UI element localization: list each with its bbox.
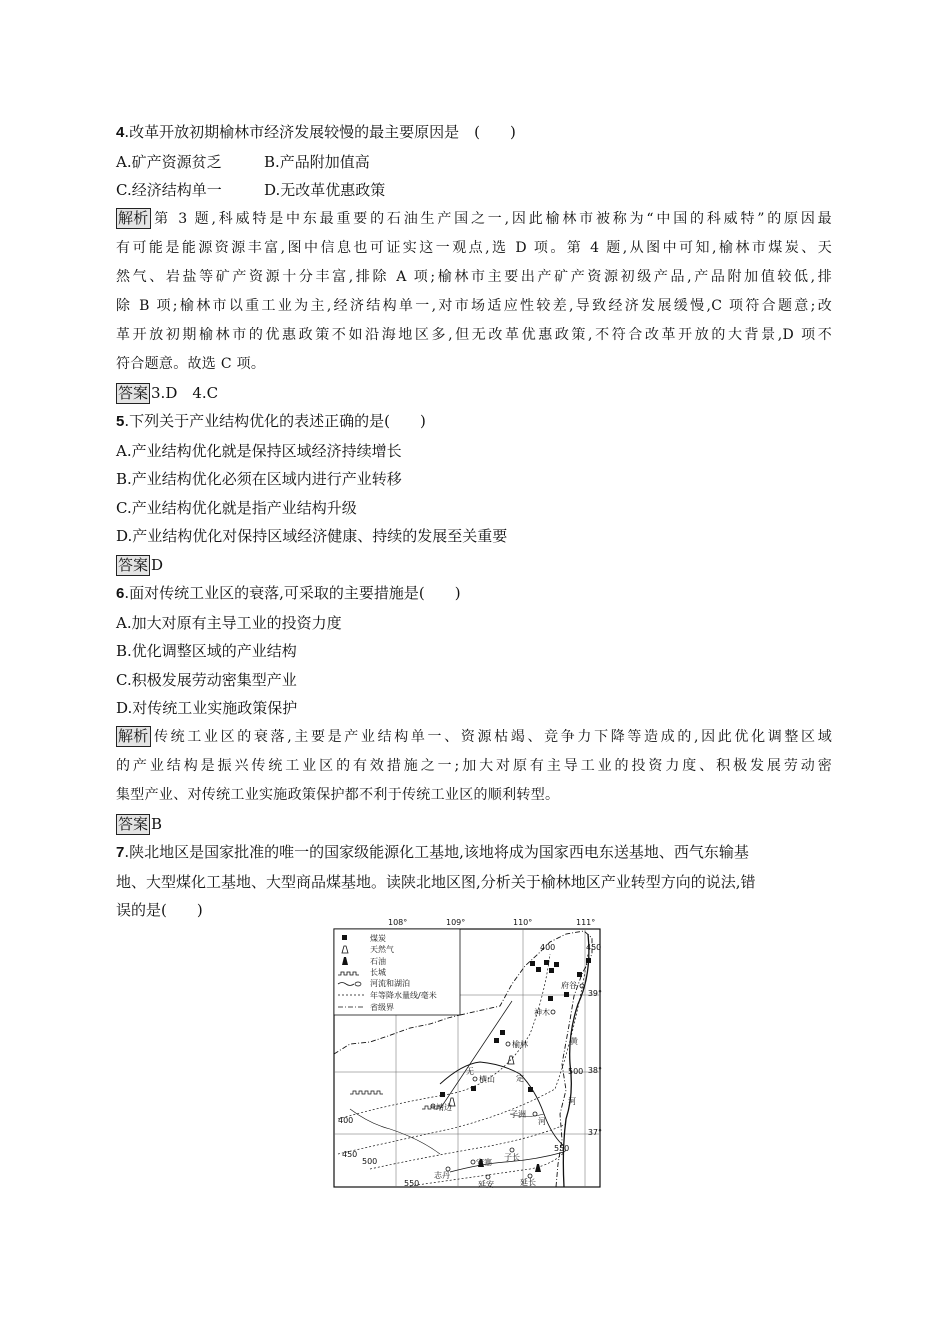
exp34-answer: 3.D 4.C — [151, 383, 219, 402]
lat-37: 37° — [587, 1128, 602, 1137]
city-hengshan: 横山 — [479, 1075, 495, 1084]
isohyet-550-south: 550 — [404, 1179, 420, 1188]
river-label-wu: 无 — [466, 1067, 474, 1076]
q6-exp-text-1: 传统工业区的衰落,主要是产业结构单一、资源枯竭、竞争力下降等造成的,因此优化调整区域 — [151, 728, 832, 745]
legend-isohyet: 年等降水量线/毫米 — [370, 991, 437, 1000]
western-river — [350, 1109, 440, 1154]
q7-stem-text-1: .陕北地区是国家批准的唯一的国家级能源化工基地,该地将成为国家西电东送基地、西气东输基 — [124, 843, 749, 861]
wuding-river — [440, 1062, 564, 1146]
city-zichang: 子长 — [504, 1153, 520, 1162]
exp34-line-2: 有可能是能源资源丰富,图中信息也可证实这一观点,选 D 项。第 4 题,从图中可知,榆林市煤炭、天 — [116, 239, 832, 256]
river-label-he-2: 河 — [568, 1097, 576, 1106]
q6-exp-line-3: 集型产业、对传统工业实施政策保护都不利于传统工业区的顺利转型。 — [116, 786, 560, 803]
city-jingbian: 靖边 — [436, 1103, 452, 1112]
q4-number: 4 — [116, 124, 125, 141]
q7-number: 7 — [116, 844, 125, 861]
shaanbei-map — [330, 914, 602, 1190]
exp34-line-4: 除 B 项;榆林市以重工业为主,经济结构单一,对市场适应性较差,导致经济发展缓慢,C 项符合题意;改 — [116, 297, 832, 314]
q7-stem-line-3: 误的是( ) — [116, 901, 203, 919]
exp34-line-5: 革开放初期榆林市的优惠政策不如沿海地区多,但无改革优惠政策,不符合改革开放的大背景,D 项不 — [116, 326, 832, 343]
exam-page — [116, 118, 832, 925]
q5-option-d[interactable]: D.产业结构优化对保持区域经济健康、持续的发展至关重要 — [116, 527, 508, 545]
q6-option-c[interactable]: C.积极发展劳动密集型产业 — [116, 670, 297, 689]
city-shenmu: 神木 — [534, 1008, 550, 1017]
legend-river: 河流和湖泊 — [370, 979, 410, 988]
jiexi-tag: 解析 — [118, 726, 149, 745]
legend-wall: 长城 — [370, 968, 386, 977]
daan-tag: 答案 — [118, 555, 149, 574]
provincial-border — [460, 931, 592, 1187]
legend-gas: 天然气 — [370, 945, 394, 954]
provincial-border-west — [334, 1015, 460, 1054]
q5-option-c[interactable]: C.产业结构优化就是指产业结构升级 — [116, 498, 357, 517]
q4-options-row-1 — [116, 148, 832, 177]
q6-stem — [116, 579, 832, 609]
city-zizhou: 子洲 — [510, 1110, 526, 1119]
lon-109: 109° — [446, 918, 466, 927]
legend-border: 省级界 — [370, 1003, 394, 1012]
q7-stem-line-2: 地、大型煤化工基地、大型商品煤基地。读陕北地区图,分析关于榆林地区产业转型方向的说法,错 — [116, 872, 756, 891]
lon-108: 108° — [388, 918, 408, 927]
legend-oil: 石油 — [370, 957, 386, 966]
exp34-line-6: 符合题意。故选 C 项。 — [116, 355, 266, 372]
q5-option-a[interactable]: A.产业结构优化就是保持区域经济持续增长 — [116, 441, 402, 460]
q6-option-a[interactable]: A.加大对原有主导工业的投资力度 — [116, 613, 342, 632]
q6-answer: B — [151, 814, 163, 833]
isohyet-400-north: 400 — [540, 943, 556, 952]
isohyet-400-west: 400 — [338, 1116, 354, 1125]
city-yanan: 延安 — [478, 1180, 494, 1189]
lon-110: 110° — [513, 918, 533, 927]
q4-stem — [116, 118, 832, 148]
exp34-answer-line — [116, 379, 832, 408]
q4-option-c[interactable]: C.经济结构单一 — [116, 181, 222, 199]
q5-option-b[interactable]: B.产业结构优化必须在区域内进行产业转移 — [116, 470, 402, 488]
isohyet-500-east: 500 — [568, 1067, 584, 1076]
map-svg — [330, 914, 602, 1190]
city-yulin: 榆林 — [512, 1040, 528, 1049]
city-ansai: 安塞 — [476, 1158, 492, 1167]
q6-answer-line — [116, 810, 832, 839]
city-fugu: 府谷 — [561, 981, 577, 990]
q6-number: 6 — [116, 585, 125, 602]
daan-tag: 答案 — [118, 814, 149, 833]
q4-option-d[interactable]: D.无改革优惠政策 — [264, 181, 386, 199]
lat-39: 39° — [587, 989, 602, 998]
q5-stem-text: .下列关于产业结构优化的表述正确的是( ) — [124, 412, 426, 430]
isohyet-450-west: 450 — [342, 1150, 358, 1159]
q6-option-d[interactable]: D.对传统工业实施政策保护 — [116, 699, 298, 717]
lon-111: 111° — [576, 918, 596, 927]
legend-coal-icon — [342, 935, 347, 940]
exp34-line-3: 然气、岩盐等矿产资源十分丰富,排除 A 项;榆林市主要出产矿产资源初级产品,产品附加值较低,排 — [116, 268, 832, 285]
river-label-ding: 定 — [516, 1074, 524, 1083]
isohyet-500-south: 500 — [362, 1157, 378, 1166]
great-wall — [422, 1001, 512, 1109]
oil-field-icon — [535, 1164, 541, 1172]
city-yanchang: 延长 — [520, 1178, 536, 1187]
q6-exp-line-2: 的产业结构是振兴传统工业区的有效措施之一;加大对原有主导工业的投资力度、积极发展劳动密 — [116, 757, 832, 774]
q4-option-b[interactable]: B.产品附加值高 — [264, 152, 370, 171]
lat-38: 38° — [587, 1066, 602, 1075]
q6-exp-line-1 — [116, 723, 832, 752]
daan-tag: 答案 — [118, 383, 149, 402]
q4-option-a[interactable]: A.矿产资源贫乏 — [116, 152, 222, 171]
jiexi-tag: 解析 — [118, 208, 149, 227]
isohyet-550-east: 550 — [554, 1144, 570, 1153]
river-label-huang: 黄 — [570, 1037, 578, 1046]
q5-number: 5 — [116, 413, 125, 430]
q5-answer: D — [151, 555, 164, 574]
q5-answer-line — [116, 551, 832, 580]
q7-stem-line-1 — [116, 838, 832, 868]
legend-coal: 煤炭 — [370, 934, 386, 943]
q4-options-row-2 — [116, 176, 832, 205]
river-label-he-1: 河 — [538, 1117, 546, 1126]
q6-option-b[interactable]: B.优化调整区域的产业结构 — [116, 642, 297, 660]
city-zhidan: 志丹 — [434, 1171, 450, 1180]
great-wall-west — [350, 1091, 383, 1094]
isohyet-450-north: 450 — [586, 943, 602, 952]
q6-stem-text: .面对传统工业区的衰落,可采取的主要措施是( ) — [124, 584, 461, 602]
q5-stem — [116, 407, 832, 437]
exp34-line-1 — [116, 205, 832, 234]
exp34-text-1: 第 3 题,科威特是中东最重要的石油生产国之一,因此榆林市被称为“中国的科威特”的原因最 — [151, 210, 832, 227]
q4-stem-text: .改革开放初期榆林市经济发展较慢的最主要原因是 ( ) — [124, 123, 516, 141]
